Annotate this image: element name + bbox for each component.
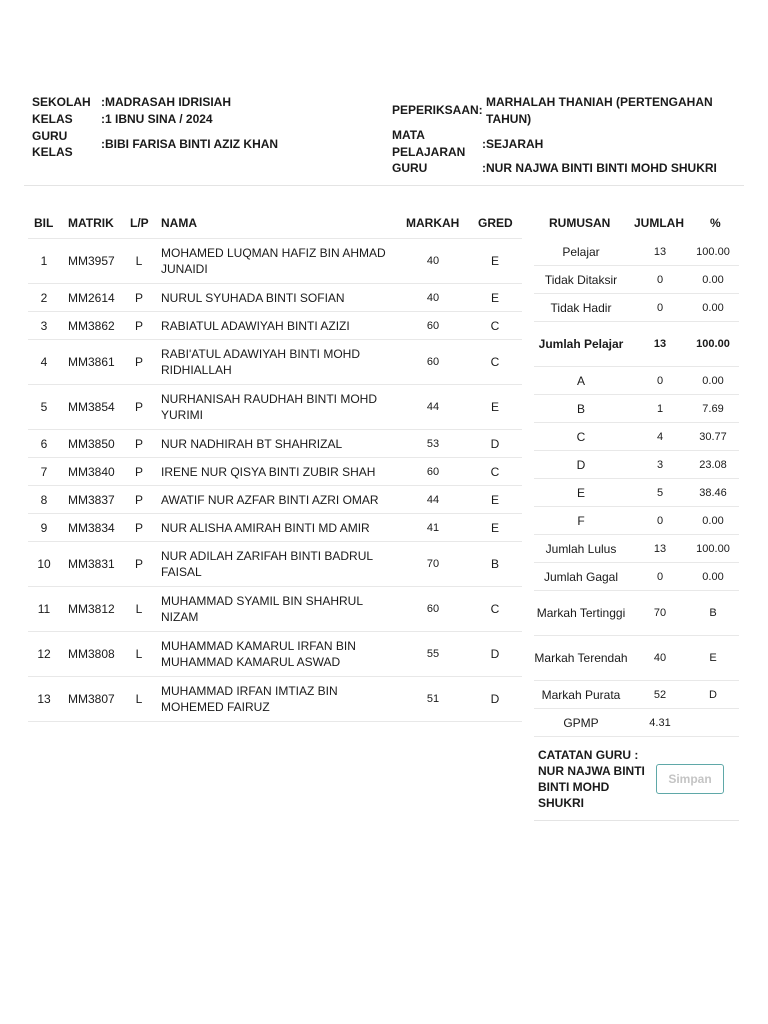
lp-cell: L <box>135 647 143 661</box>
summary-jumlah-cell: 0 <box>656 570 664 583</box>
summary-jumlah-cell: 4 <box>656 430 664 443</box>
summary-row <box>534 563 739 591</box>
matrik-cell: MM3854 <box>68 400 115 414</box>
summary-label-cell: D <box>576 457 586 472</box>
gred-cell: E <box>490 400 499 414</box>
summary-pct-cell: E <box>709 652 717 664</box>
gred-cell: C <box>490 355 500 369</box>
bil-cell: 1 <box>40 254 48 268</box>
lp-cell: P <box>134 436 143 451</box>
gred-cell: C <box>490 318 500 333</box>
summary-row <box>534 423 739 451</box>
summary-pct-cell: 7.69 <box>702 402 724 415</box>
col-lp-header: L/P <box>130 216 149 230</box>
lp-cell: P <box>134 464 143 479</box>
col-gred-header: GRED <box>478 216 513 230</box>
table-row <box>28 239 522 284</box>
sekolah-value: :MADRASAH IDRISIAH <box>101 95 231 109</box>
nama-cell: MUHAMMAD KAMARUL IRFAN BIN MUHAMMAD KAMARUL ASWAD <box>161 639 356 669</box>
bil-cell: 9 <box>40 520 48 535</box>
summary-row <box>534 367 739 395</box>
mata-pelajaran-value: :SEJARAH <box>482 137 544 151</box>
lp-cell: L <box>135 254 143 268</box>
summary-row <box>534 681 739 709</box>
markah-cell: 41 <box>426 521 440 534</box>
bil-cell: 12 <box>37 647 51 661</box>
nama-cell: NUR NADHIRAH BT SHAHRIZAL <box>161 436 343 451</box>
summary-jumlah-cell: 0 <box>656 273 664 286</box>
summary-row <box>534 294 739 322</box>
summary-label-cell: Markah Terendah <box>534 651 628 665</box>
summary-pct-cell: B <box>709 607 717 619</box>
summary-pct-cell: D <box>709 688 717 701</box>
summary-label-cell: B <box>576 401 585 416</box>
summary-pct-cell: 30.77 <box>699 430 727 443</box>
guru-kelas-label-line1: GURU <box>32 129 68 143</box>
markah-cell: 40 <box>426 291 440 304</box>
col-matrik-header: MATRIK <box>68 216 114 230</box>
summary-label-cell: GPMP <box>563 715 599 730</box>
matrik-cell: MM3957 <box>68 254 115 268</box>
students-table-body <box>28 239 522 722</box>
summary-label-cell: Pelajar <box>562 244 600 259</box>
summary-row <box>534 507 739 535</box>
mata-pelajaran-label-line1: MATA <box>392 128 425 142</box>
summary-pct-cell: 0.00 <box>702 514 724 527</box>
markah-cell: 51 <box>426 693 440 705</box>
kelas-value: :1 IBNU SINA / 2024 <box>101 112 213 126</box>
nama-cell: MOHAMED LUQMAN HAFIZ BIN AHMAD JUNAIDI <box>161 246 386 276</box>
lp-cell: L <box>135 692 143 706</box>
summary-pct-cell: 23.08 <box>699 458 727 471</box>
markah-cell: 60 <box>426 319 440 332</box>
table-row <box>28 486 522 514</box>
summary-pct-cell: 100.00 <box>696 338 730 350</box>
markah-cell: 70 <box>426 558 440 570</box>
nama-cell: MUHAMMAD IRFAN IMTIAZ BIN MOHEMED FAIRUZ <box>161 684 338 714</box>
markah-cell: 60 <box>426 603 440 615</box>
markah-cell: 55 <box>426 648 440 660</box>
summary-row <box>534 266 739 294</box>
table-row <box>28 284 522 312</box>
lp-cell: P <box>134 520 143 535</box>
bil-cell: 2 <box>40 290 48 305</box>
summary-row <box>534 322 739 367</box>
gred-cell: B <box>490 557 499 571</box>
lp-cell: L <box>135 602 143 616</box>
col-bil-header: BIL <box>34 216 54 230</box>
summary-pct-cell: 0.00 <box>702 273 724 286</box>
summary-jumlah-cell: 70 <box>653 607 667 619</box>
nama-cell: NUR ADILAH ZARIFAH BINTI BADRUL FAISAL <box>161 549 373 579</box>
guru-label: GURU <box>392 161 428 175</box>
summary-row <box>534 636 739 681</box>
gred-cell: E <box>490 520 499 535</box>
matrik-cell: MM3862 <box>68 318 115 333</box>
table-row <box>28 385 522 430</box>
summary-pct-cell: 100.00 <box>696 542 730 555</box>
table-row <box>28 677 522 722</box>
table-row <box>28 312 522 340</box>
summary-row <box>534 238 739 266</box>
summary-jumlah-cell: 13 <box>653 338 667 350</box>
summary-jumlah-cell: 0 <box>656 374 664 387</box>
table-row <box>28 514 522 542</box>
report-header <box>24 92 744 186</box>
summary-label-cell: Markah Tertinggi <box>536 606 626 620</box>
lp-cell: P <box>134 290 143 305</box>
bil-cell: 3 <box>40 318 48 333</box>
matrik-cell: MM3850 <box>68 436 115 451</box>
markah-cell: 44 <box>426 401 440 413</box>
bil-cell: 8 <box>40 492 48 507</box>
table-row <box>28 542 522 587</box>
peperiksaan-label: PEPERIKSAAN: <box>392 103 483 117</box>
summary-label-cell: Jumlah Pelajar <box>538 337 624 351</box>
gred-cell: D <box>490 647 500 661</box>
gred-cell: D <box>490 692 500 706</box>
markah-cell: 60 <box>426 465 440 478</box>
kelas-label: KELAS <box>32 112 73 126</box>
nama-cell: NURUL SYUHADA BINTI SOFIAN <box>161 290 345 305</box>
bil-cell: 5 <box>40 400 48 414</box>
table-row <box>28 587 522 632</box>
gred-cell: D <box>490 436 500 451</box>
gred-cell: C <box>490 602 500 616</box>
bil-cell: 6 <box>40 436 48 451</box>
summary-pct-cell: 0.00 <box>702 374 724 387</box>
markah-cell: 53 <box>426 437 440 450</box>
summary-jumlah-cell: 1 <box>656 402 664 415</box>
nama-cell: RABIATUL ADAWIYAH BINTI AZIZI <box>161 318 350 333</box>
matrik-cell: MM3840 <box>68 464 115 479</box>
matrik-cell: MM2614 <box>68 290 115 305</box>
sekolah-label: SEKOLAH <box>32 95 91 109</box>
nama-cell: MUHAMMAD SYAMIL BIN SHAHRUL NIZAM <box>161 594 363 624</box>
summary-jumlah-cell: 13 <box>653 542 667 555</box>
summary-jumlah-cell: 13 <box>653 245 667 258</box>
summary-label-cell: C <box>576 429 586 444</box>
matrik-cell: MM3812 <box>68 602 115 616</box>
summary-table-header <box>534 208 739 238</box>
nama-cell: IRENE NUR QISYA BINTI ZUBIR SHAH <box>161 464 376 479</box>
students-table <box>28 208 522 722</box>
bil-cell: 13 <box>37 692 51 706</box>
catatan-guru-label: CATATAN GURU : NUR NAJWA BINTI BINTI MOHD SHUKRI <box>538 748 645 810</box>
summary-row <box>534 709 739 737</box>
matrik-cell: MM3808 <box>68 647 115 661</box>
summary-row <box>534 395 739 423</box>
table-row <box>28 458 522 486</box>
markah-cell: 60 <box>426 356 440 368</box>
col-rumusan-header: RUMUSAN <box>549 216 611 230</box>
lp-cell: P <box>134 492 143 507</box>
gred-cell: E <box>490 254 499 268</box>
guru-kelas-value: :BIBI FARISA BINTI AZIZ KHAN <box>101 137 279 151</box>
matrik-cell: MM3834 <box>68 520 115 535</box>
guru-kelas-label-line2: KELAS <box>32 145 73 159</box>
bil-cell: 11 <box>37 602 51 616</box>
summary-jumlah-cell: 40 <box>653 652 667 664</box>
bil-cell: 7 <box>40 464 48 479</box>
nama-cell: RABI'ATUL ADAWIYAH BINTI MOHD RIDHIALLAH <box>161 347 360 377</box>
summary-row <box>534 591 739 636</box>
col-nama-header: NAMA <box>161 216 197 230</box>
summary-jumlah-cell: 4.31 <box>649 716 671 729</box>
summary-pct-cell: 0.00 <box>702 570 724 583</box>
nama-cell: AWATIF NUR AZFAR BINTI AZRI OMAR <box>161 492 379 507</box>
summary-label-cell: F <box>577 513 585 528</box>
table-row <box>28 340 522 385</box>
summary-pct-cell: 38.46 <box>699 486 727 499</box>
summary-row <box>534 479 739 507</box>
summary-jumlah-cell: 0 <box>656 514 664 527</box>
nama-cell: NUR ALISHA AMIRAH BINTI MD AMIR <box>161 520 370 535</box>
table-row <box>28 430 522 458</box>
summary-label-cell: Tidak Hadir <box>550 300 612 315</box>
summary-table-body <box>534 238 739 737</box>
summary-jumlah-cell: 0 <box>656 301 664 314</box>
summary-row <box>534 451 739 479</box>
table-row <box>28 632 522 677</box>
summary-label-cell: Jumlah Lulus <box>545 541 617 556</box>
summary-label-cell: A <box>576 373 585 388</box>
mata-pelajaran-label-line2: PELAJARAN <box>392 145 466 159</box>
summary-label-cell: Tidak Ditaksir <box>544 272 618 287</box>
col-pct-header: % <box>710 216 721 230</box>
nama-cell: NURHANISAH RAUDHAH BINTI MOHD YURIMI <box>161 392 378 422</box>
summary-row <box>534 535 739 563</box>
summary-label-cell: Jumlah Gagal <box>543 569 619 584</box>
peperiksaan-value-line2: TAHUN) <box>486 112 532 126</box>
markah-cell: 40 <box>426 255 440 267</box>
simpan-button[interactable]: Simpan <box>656 764 724 794</box>
lp-cell: P <box>134 400 143 414</box>
bil-cell: 10 <box>37 557 51 571</box>
matrik-cell: MM3837 <box>68 492 115 507</box>
summary-pct-cell: 0.00 <box>702 301 724 314</box>
guru-value: :NUR NAJWA BINTI BINTI MOHD SHUKRI <box>482 161 717 175</box>
summary-label-cell: E <box>576 485 585 500</box>
lp-cell: P <box>134 557 143 571</box>
gred-cell: E <box>490 290 499 305</box>
matrik-cell: MM3807 <box>68 692 115 706</box>
catatan-guru-section <box>534 740 739 821</box>
summary-table <box>534 208 739 737</box>
summary-jumlah-cell: 52 <box>653 688 667 701</box>
summary-pct-cell: 100.00 <box>696 245 730 258</box>
summary-jumlah-cell: 5 <box>656 486 664 499</box>
summary-jumlah-cell: 3 <box>656 458 664 471</box>
lp-cell: P <box>134 318 143 333</box>
matrik-cell: MM3831 <box>68 557 115 571</box>
col-jumlah-header: JUMLAH <box>634 216 684 230</box>
students-table-header <box>28 208 522 239</box>
bil-cell: 4 <box>40 355 48 369</box>
lp-cell: P <box>134 355 143 369</box>
summary-label-cell: Markah Purata <box>541 687 621 702</box>
matrik-cell: MM3861 <box>68 355 115 369</box>
peperiksaan-value-line1: MARHALAH THANIAH (PERTENGAHAN <box>486 95 713 109</box>
markah-cell: 44 <box>426 493 440 506</box>
gred-cell: E <box>490 492 499 507</box>
col-markah-header: MARKAH <box>406 216 460 230</box>
gred-cell: C <box>490 464 500 479</box>
